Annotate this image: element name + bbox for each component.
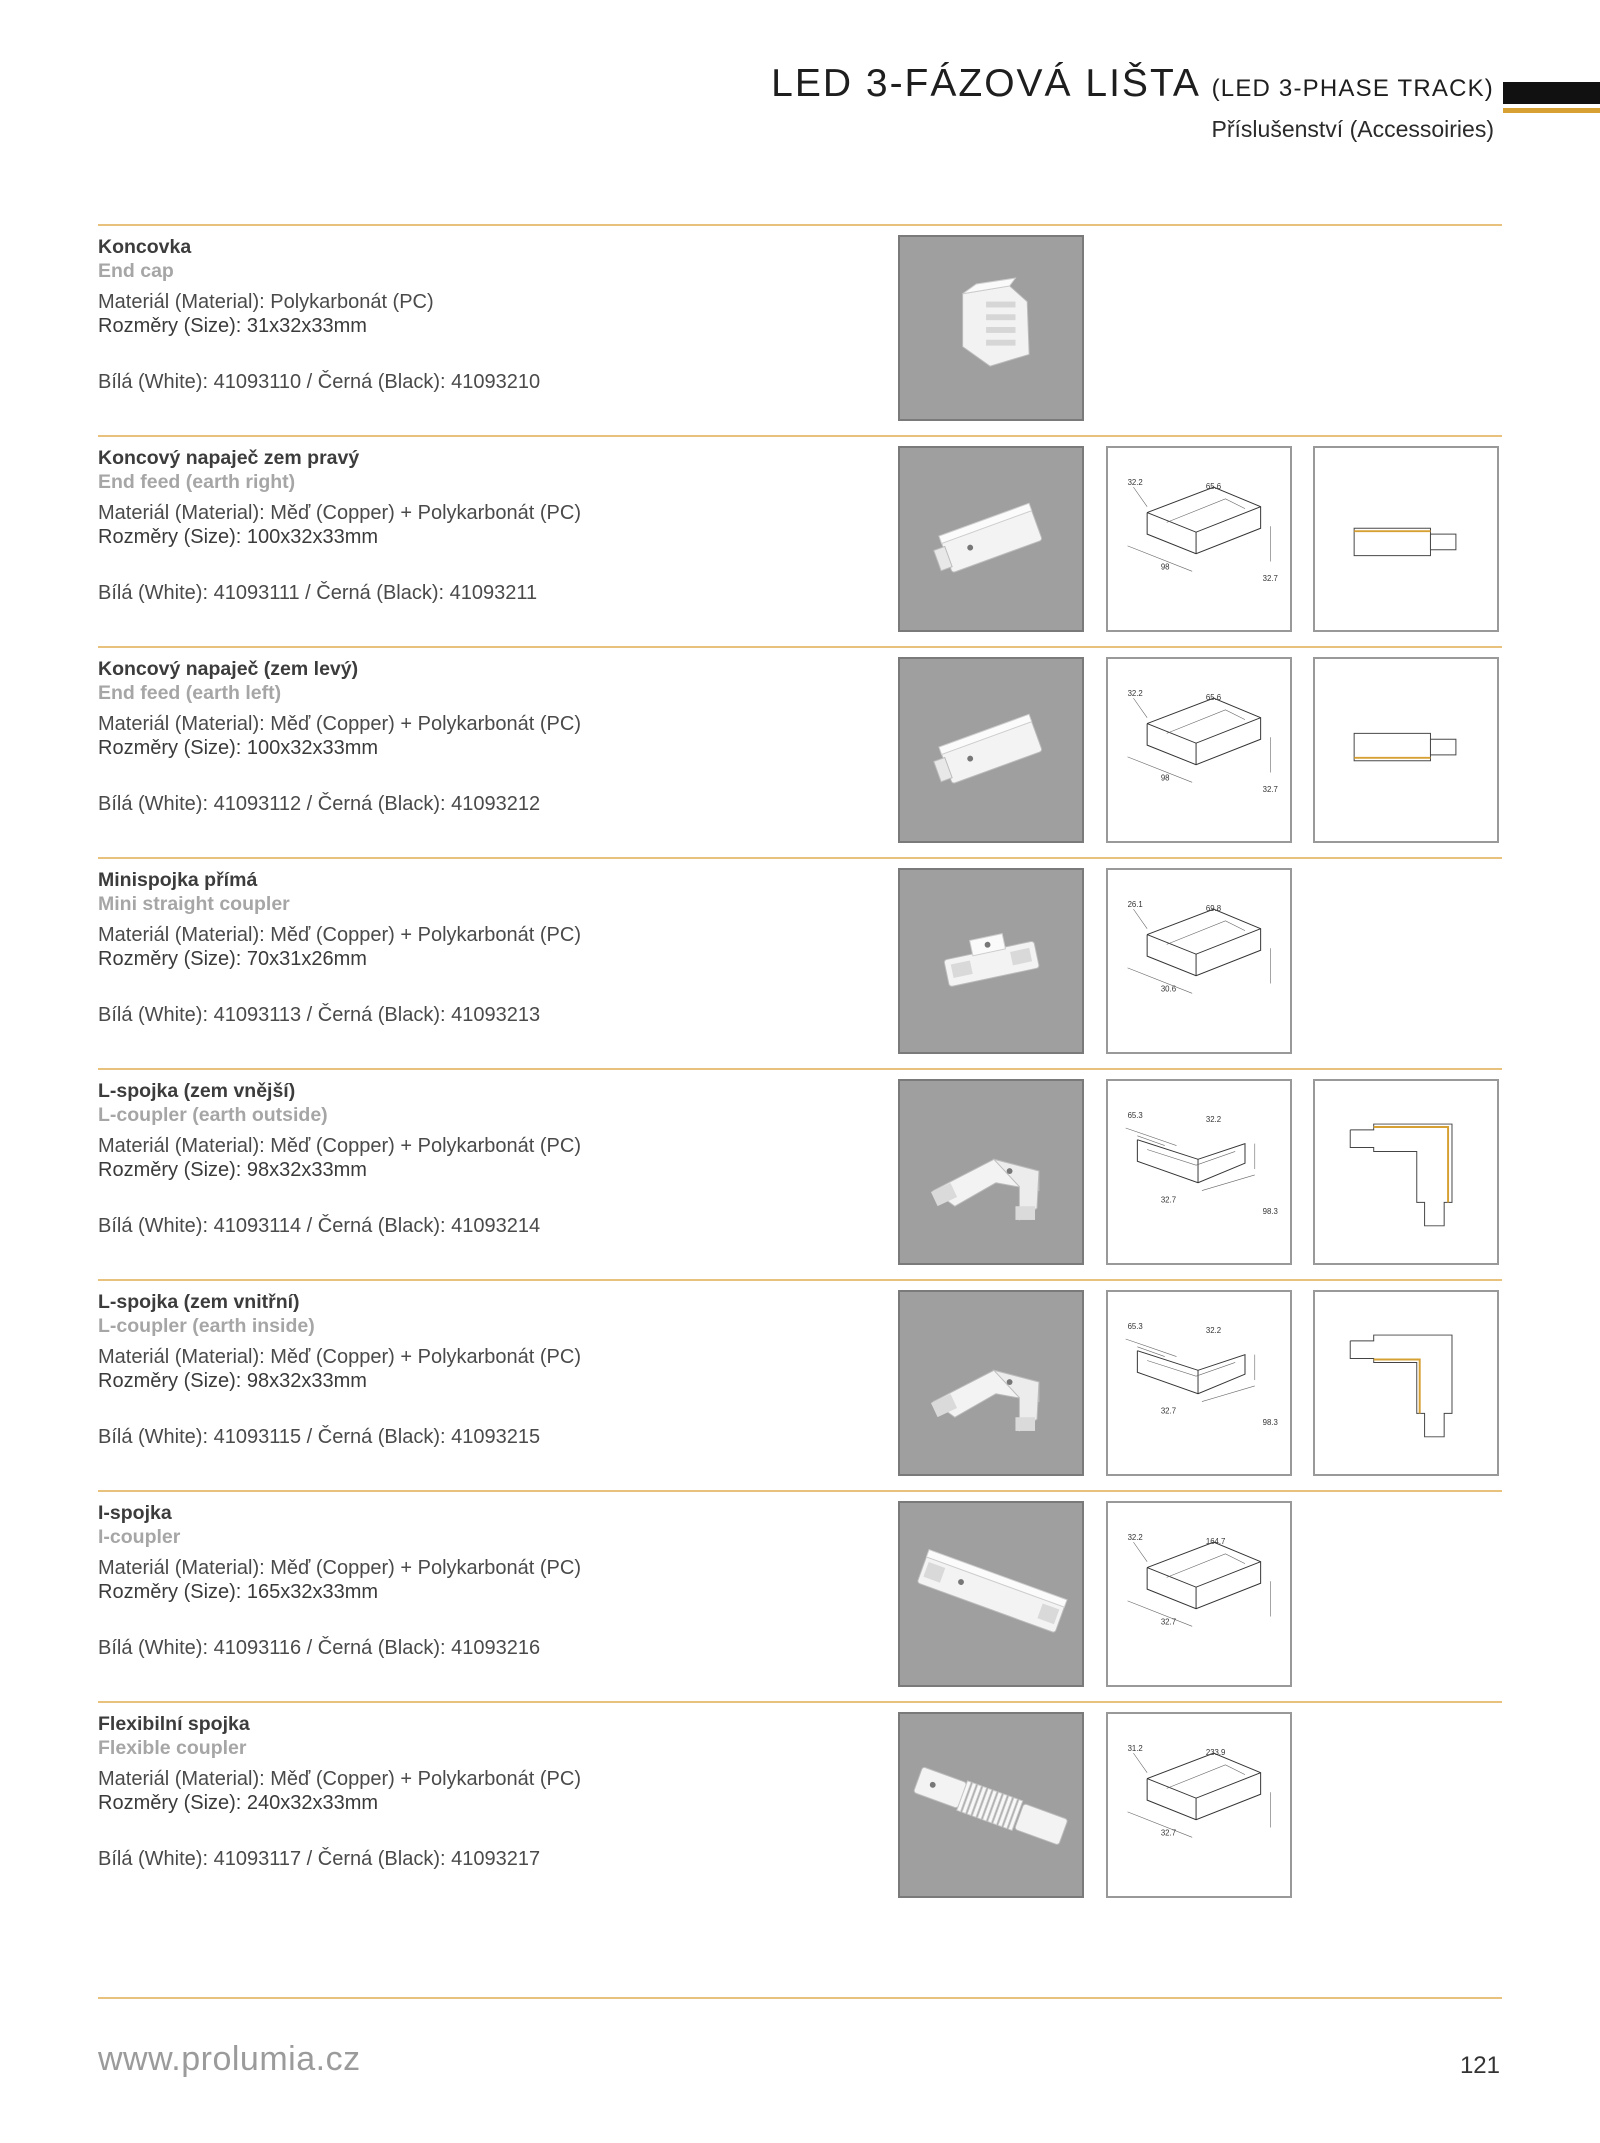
dimension-label: 65.3 [1127, 1322, 1143, 1332]
page-subtitle: Příslušenství (Accessoiries) [1211, 116, 1494, 142]
technical-drawing [1106, 1501, 1292, 1687]
dimension-drawing-icon [1108, 870, 1290, 1052]
product-row [98, 224, 1502, 437]
dimension-label: 32.2 [1127, 1533, 1143, 1543]
product-photo [898, 446, 1084, 632]
product-photo [898, 1290, 1084, 1476]
dimension-label: 98 [1160, 773, 1170, 783]
i-coupler-photo-icon [900, 1503, 1082, 1685]
dimension-label: 164.7 [1205, 1537, 1226, 1547]
product-name-en: End feed (earth left) [98, 682, 282, 704]
straight-feed-left-sketch-icon [1315, 659, 1497, 841]
product-name-en: L-coupler (earth inside) [98, 1315, 315, 1337]
dimension-label: 32.7 [1262, 785, 1278, 795]
dimension-label: 32.7 [1160, 1828, 1177, 1838]
product-row [98, 857, 1502, 1070]
header-accent-bar-gold [1503, 108, 1600, 113]
schematic-sketch [1313, 657, 1499, 843]
product-size: Rozměry (Size): 100x32x33mm [98, 737, 379, 759]
product-size: Rozměry (Size): 165x32x33mm [98, 1581, 379, 1603]
product-info [98, 1501, 878, 1660]
product-row [98, 1068, 1502, 1281]
product-material: Materiál (Material): Měď (Copper) + Polykarbonát (PC) [98, 924, 581, 946]
dimension-drawing-icon [1108, 1503, 1290, 1685]
product-name-cz: Minispojka přímá [98, 869, 258, 891]
dimension-label: 69.8 [1205, 904, 1222, 914]
dimension-label: 32.7 [1160, 1617, 1177, 1627]
product-row [98, 1701, 1502, 1914]
end-feed-photo-icon [900, 659, 1082, 841]
product-info [98, 868, 878, 1027]
product-row [98, 1279, 1502, 1492]
product-name-en: End cap [98, 260, 174, 282]
dimension-label: 98 [1160, 562, 1170, 572]
product-info [98, 657, 878, 816]
technical-drawing [1106, 1290, 1292, 1476]
product-photo [898, 235, 1084, 421]
flex-coupler-photo-icon [900, 1714, 1082, 1896]
mini-coupler-photo-icon [900, 870, 1082, 1052]
product-size: Rozměry (Size): 98x32x33mm [98, 1159, 367, 1181]
straight-feed-sketch-icon [1315, 448, 1497, 630]
schematic-sketch [1313, 1290, 1499, 1476]
title-cz: LED 3-FÁZOVÁ LIŠTA [771, 62, 1199, 105]
product-material: Materiál (Material): Měď (Copper) + Polykarbonát (PC) [98, 713, 581, 735]
dimension-label: 65.3 [1127, 1111, 1143, 1121]
product-codes: Bílá (White): 41093115 / Černá (Black): 41093215 [98, 1426, 541, 1448]
schematic-sketch [1313, 446, 1499, 632]
product-photo [898, 1712, 1084, 1898]
dimension-drawing-icon [1108, 1714, 1290, 1896]
page-title [771, 62, 1494, 106]
product-codes: Bílá (White): 41093114 / Černá (Black): 41093214 [98, 1215, 541, 1237]
product-row [98, 646, 1502, 859]
product-name-cz: Koncový napaječ zem pravý [98, 447, 360, 469]
dimension-label: 98.3 [1262, 1418, 1278, 1428]
l-inside-sketch-icon [1315, 1292, 1497, 1474]
dimension-label: 32.2 [1127, 478, 1143, 488]
product-material: Materiál (Material): Měď (Copper) + Polykarbonát (PC) [98, 1557, 581, 1579]
technical-drawing [1106, 868, 1292, 1054]
page-header [771, 62, 1494, 143]
dimension-drawing-icon [1108, 659, 1290, 841]
dimension-label: 233.9 [1205, 1748, 1226, 1758]
dimension-label: 32.7 [1160, 1195, 1177, 1205]
product-codes: Bílá (White): 41093112 / Černá (Black): 41093212 [98, 793, 541, 815]
dimension-label: 32.2 [1127, 689, 1143, 699]
dimension-drawing-icon [1108, 1081, 1290, 1263]
footer-divider [98, 1997, 1502, 1999]
product-size: Rozměry (Size): 70x31x26mm [98, 948, 367, 970]
product-name-cz: L-spojka (zem vnitřní) [98, 1291, 300, 1313]
dimension-label: 65.6 [1205, 482, 1222, 492]
dimension-label: 30.6 [1160, 984, 1177, 994]
product-material: Materiál (Material): Polykarbonát (PC) [98, 291, 434, 313]
product-size: Rozměry (Size): 100x32x33mm [98, 526, 379, 548]
product-material: Materiál (Material): Měď (Copper) + Polykarbonát (PC) [98, 1768, 581, 1790]
product-photo [898, 868, 1084, 1054]
product-info [98, 446, 878, 605]
product-codes: Bílá (White): 41093111 / Černá (Black): 41093211 [98, 582, 538, 604]
product-size: Rozměry (Size): 240x32x33mm [98, 1792, 379, 1814]
page-number: 121 [1459, 2052, 1500, 2079]
product-info [98, 1290, 878, 1449]
product-name-en: I-coupler [98, 1526, 181, 1548]
dimension-label: 32.2 [1205, 1326, 1222, 1336]
product-name-cz: L-spojka (zem vnější) [98, 1080, 296, 1102]
dimension-drawing-icon [1108, 1292, 1290, 1474]
product-photo [898, 1501, 1084, 1687]
footer-website: www.prolumia.cz [98, 2040, 361, 2078]
product-material: Materiál (Material): Měď (Copper) + Polykarbonát (PC) [98, 502, 581, 524]
product-codes: Bílá (White): 41093113 / Černá (Black): 41093213 [98, 1004, 541, 1026]
l-coupler-photo-icon [900, 1081, 1082, 1263]
product-name-en: Flexible coupler [98, 1737, 247, 1759]
dimension-label: 26.1 [1127, 900, 1143, 910]
product-size: Rozměry (Size): 31x32x33mm [98, 315, 367, 337]
product-size: Rozměry (Size): 98x32x33mm [98, 1370, 367, 1392]
product-material: Materiál (Material): Měď (Copper) + Polykarbonát (PC) [98, 1135, 581, 1157]
title-en: (LED 3-PHASE TRACK) [1211, 75, 1494, 102]
product-row [98, 1490, 1502, 1703]
product-codes: Bílá (White): 41093110 / Černá (Black): 41093210 [98, 371, 541, 393]
technical-drawing [1106, 1712, 1292, 1898]
product-name-cz: I-spojka [98, 1502, 172, 1524]
product-name-cz: Koncový napaječ (zem levý) [98, 658, 359, 680]
product-info [98, 1712, 878, 1871]
schematic-sketch [1313, 1079, 1499, 1265]
product-info [98, 235, 878, 394]
product-photo [898, 657, 1084, 843]
product-info [98, 1079, 878, 1238]
product-photo [898, 1079, 1084, 1265]
product-name-cz: Flexibilní spojka [98, 1713, 250, 1735]
l-coupler-photo-icon [900, 1292, 1082, 1474]
dimension-label: 32.7 [1262, 574, 1278, 584]
header-accent-bar-black [1503, 82, 1600, 104]
end-cap-photo-icon [900, 237, 1082, 419]
product-row [98, 435, 1502, 648]
technical-drawing [1106, 1079, 1292, 1265]
dimension-label: 31.2 [1127, 1744, 1143, 1754]
dimension-label: 65.6 [1205, 693, 1222, 703]
l-outside-sketch-icon [1315, 1081, 1497, 1263]
technical-drawing [1106, 446, 1292, 632]
dimension-label: 98.3 [1262, 1207, 1278, 1217]
product-codes: Bílá (White): 41093116 / Černá (Black): 41093216 [98, 1637, 541, 1659]
product-name-en: Mini straight coupler [98, 893, 290, 915]
dimension-label: 32.2 [1205, 1115, 1222, 1125]
product-name-en: End feed (earth right) [98, 471, 296, 493]
product-material: Materiál (Material): Měď (Copper) + Polykarbonát (PC) [98, 1346, 581, 1368]
product-name-cz: Koncovka [98, 236, 192, 258]
technical-drawing [1106, 657, 1292, 843]
dimension-drawing-icon [1108, 448, 1290, 630]
end-feed-photo-icon [900, 448, 1082, 630]
product-name-en: L-coupler (earth outside) [98, 1104, 328, 1126]
product-codes: Bílá (White): 41093117 / Černá (Black): 41093217 [98, 1848, 541, 1870]
dimension-label: 32.7 [1160, 1406, 1177, 1416]
